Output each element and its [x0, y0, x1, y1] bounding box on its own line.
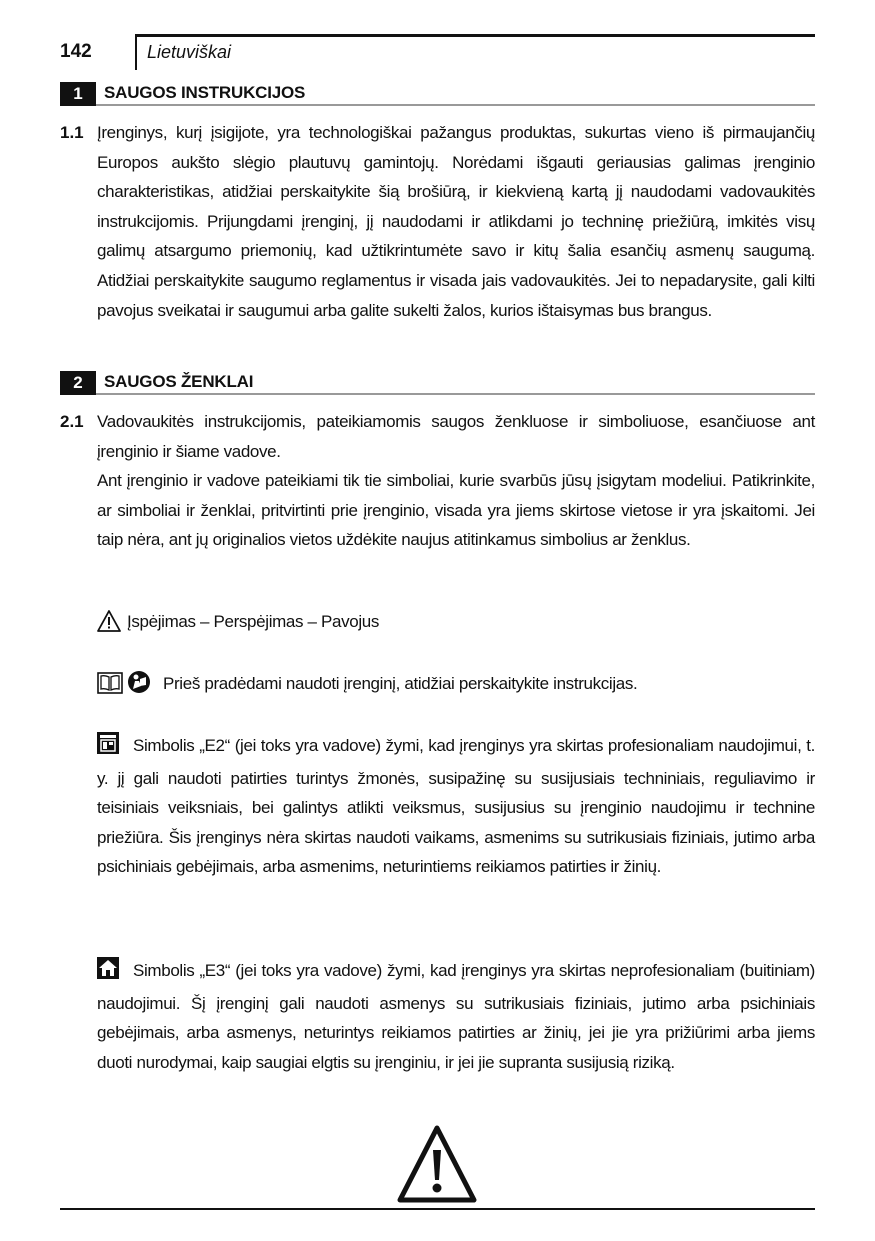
symbol-warning-text: Įspėjimas – Perspėjimas – Pavojus: [127, 612, 380, 631]
section-2-heading: [60, 371, 815, 395]
symbol-e2-paragraph: [97, 731, 815, 882]
book-icon: [97, 672, 123, 704]
section-2-title: SAUGOS ŽENKLAI: [104, 372, 254, 391]
section-1-rule: [96, 104, 815, 106]
symbol-e3-paragraph: [97, 956, 815, 1077]
read-manual-icon: [127, 670, 151, 704]
page-number: 142: [60, 41, 92, 62]
section-2-rule: [96, 393, 815, 395]
header-frame: [135, 34, 815, 70]
para-2-1-number: 2.1: [60, 412, 84, 431]
section-1-number: 1: [60, 82, 96, 106]
symbol-read-manual-line: [97, 669, 815, 704]
para-2-1-text-a: Vadovaukitės instrukcijomis, pateikiamomis saugos ženkluose ir simboliuose, esančiuose ant įrenginio ir šiame vadove.: [97, 412, 815, 461]
section-1-title: SAUGOS INSTRUKCIJOS: [104, 83, 306, 102]
para-1-1-text: Įrenginys, kurį įsigijote, yra technologiškai pažangus produktas, sukurtas vieno iš pirmaujančių Europos aukšto slėgio plautuvų gamintojų. Norėdami išgauti geriausias galimas įrenginio charakteristikas, atidžiai perskaitykite šią brošiūrą, ir kiekvieną kartą jį naudodami vadovaukitės instrukcijomis. Prijungdami įrenginį, jį naudodami ir atlikdami jo techninę priežiūrą, imkitės visų galimų atsargumo priemonių, kad užtikrintumėte savo ir kitų šalia esančių asmenų saugumą. Atidžiai perskaitykite saugumo reglamentus ir visada jais vadovaukitės. Jei to nepadarysite, gali kilti pavojus sveikatai ir saugumui arba galite sukelti žalos, kurios ištaisymas bus brangus.: [97, 123, 815, 320]
section-2-number: 2: [60, 371, 96, 395]
page-header: [60, 34, 815, 70]
para-2-1-text-b: Ant įrenginio ir vadove pateikiami tik tie simboliai, kurie svarbūs jūsų įsigytam modeliui. Patikrinkite, ar simboliai ir ženklai, pritvirtinti prie įrenginio, visada yra jiems skirtose vietose ir yra įskaitomi. Jei taip nėra, ant jų originalios vietos uždėkite naujus atitinkamus simbolius ar ženklus.: [97, 471, 815, 550]
warning-triangle-icon: [97, 610, 121, 642]
large-warning-icon: [396, 1124, 478, 1209]
footer-rule: [60, 1208, 815, 1210]
symbol-e3-text: Simbolis „E3“ (jei toks yra vadove) žymi, kad įrenginys yra skirtas neprofesionaliam (buitiniam) naudojimui. Šį įrenginį gali naudoti asmenys su sutrikusiais fiziniais, jutimo arba psichiniais gebėjimais, arba asmenys, neturintys reikiamos patirties ar žinių, jei jie yra prižiūrimi arba jiems duoti nurodymai, kaip saugiai elgtis su įrenginiu, ir jei jie supranta susijusią riziką.: [97, 961, 815, 1072]
section-1-heading: [60, 82, 815, 106]
para-1-1-number: 1.1: [60, 123, 84, 142]
symbol-e2-text: Simbolis „E2“ (jei toks yra vadove) žymi, kad įrenginys yra skirtas profesionaliam naudojimui, t. y. jį gali naudoti patirties turintys žmonės, susipažinę su susijusiais techniniais, reguliavimo ir teisiniais veiksniais, bei galintys atlikti veiksmus, susijusius su įrenginio naudojimu ir technine priežiūra. Šis įrenginys nėra skirtas naudoti vaikams, asmenims su sutrikusiais fiziniais, jutimo arba psichiniais gebėjimais, arba asmenims, neturintiems reikiamos patirties ir žinių.: [97, 736, 815, 877]
household-use-icon: [97, 957, 119, 989]
symbol-warning-line: [97, 607, 815, 642]
professional-use-icon: [97, 732, 119, 764]
header-language: Lietuviškai: [147, 42, 232, 62]
symbol-read-manual-text: Prieš pradėdami naudoti įrenginį, atidžiai perskaitykite instrukcijas.: [163, 674, 638, 693]
